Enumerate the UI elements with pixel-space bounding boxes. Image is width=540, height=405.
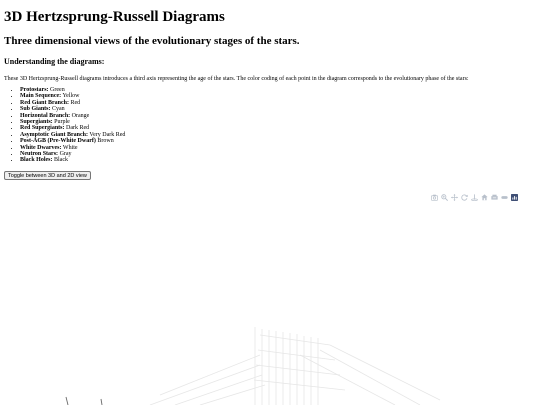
phase-color: Black bbox=[54, 157, 68, 164]
hover-closest-icon[interactable] bbox=[501, 194, 508, 201]
phase-name: Main Sequence: bbox=[20, 93, 62, 100]
phase-name: Neutron Stars: bbox=[20, 151, 59, 158]
phase-name: Asymptotic Giant Branch: bbox=[20, 131, 88, 138]
phase-color: Dark Red bbox=[66, 125, 90, 132]
phase-color: Brown bbox=[97, 138, 114, 145]
phase-color: Yellow bbox=[62, 93, 80, 100]
phase-color: Green bbox=[50, 87, 65, 93]
phase-color: Orange bbox=[71, 112, 90, 119]
phase-name: Red Giant Branch: bbox=[20, 99, 70, 106]
orbit-icon[interactable] bbox=[461, 194, 468, 201]
reset-camera-icon[interactable] bbox=[481, 194, 488, 201]
phase-color: Red bbox=[70, 99, 81, 106]
phase-name: Red Supergiants: bbox=[20, 125, 65, 132]
phase-name: White Dwarves: bbox=[20, 144, 62, 151]
camera-icon[interactable] bbox=[431, 194, 438, 201]
phase-color: Very Dark Red bbox=[89, 131, 126, 138]
plot-3d-scene[interactable] bbox=[0, 205, 540, 405]
plot-modebar bbox=[431, 193, 518, 202]
intro-paragraph: These 3D Hertzsprung-Russell diagrams introduces a third axis representing the age of the stars. The color coding of each point in the diagram corresponds to the evolutionary phase of the stars: bbox=[4, 76, 469, 82]
page-content bbox=[4, 0, 536, 182]
phase-color: Gray bbox=[59, 151, 72, 158]
phase-color: White bbox=[62, 144, 78, 151]
phase-color: Purple bbox=[54, 119, 70, 126]
scene-gridlines bbox=[0, 205, 540, 405]
phase-name: Horizontal Branch: bbox=[20, 112, 71, 119]
pan-icon[interactable] bbox=[451, 194, 458, 201]
toggle-view-button[interactable]: Toggle between 3D and 2D view bbox=[4, 171, 91, 180]
phase-name: Black Holes: bbox=[20, 157, 53, 164]
phase-name: Supergiants: bbox=[20, 119, 53, 126]
page-title: 3D Hertzsprung-Russell Diagrams bbox=[4, 9, 225, 25]
phase-color: Cyan bbox=[52, 106, 65, 113]
turntable-icon[interactable] bbox=[471, 194, 478, 201]
phase-name: Sub Giants: bbox=[20, 106, 51, 113]
phase-name: Protostars: bbox=[20, 87, 49, 93]
list-item bbox=[20, 157, 536, 163]
home-icon[interactable] bbox=[491, 194, 498, 201]
plotly-logo-icon[interactable] bbox=[511, 194, 518, 201]
phase-list bbox=[4, 87, 536, 164]
zoom-icon[interactable] bbox=[441, 194, 448, 201]
phase-name: Post-AGB (Pre-White Dwarf) bbox=[20, 138, 96, 145]
page-subtitle: Three dimensional views of the evolutionary stages of the stars. bbox=[4, 35, 300, 47]
section-heading: Understanding the diagrams: bbox=[4, 57, 105, 66]
